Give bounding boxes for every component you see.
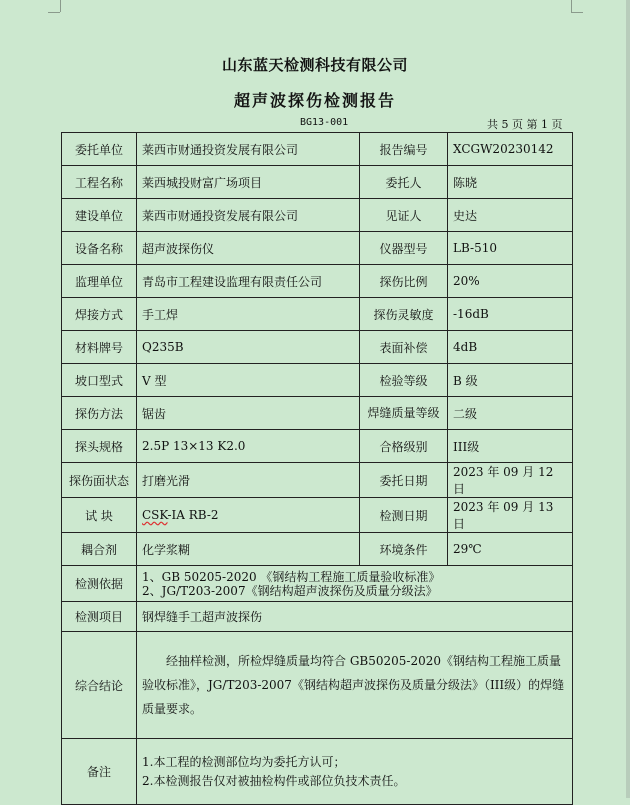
basis-value [137, 566, 573, 602]
field-value: 莱西市财通投资发展有限公司 [137, 133, 360, 166]
field-label: 工程名称 [62, 166, 137, 199]
table-row [62, 463, 573, 498]
table-row [62, 199, 573, 232]
field-value: 4dB [448, 331, 573, 364]
field-value: 二级 [448, 397, 573, 430]
report-table [61, 132, 573, 805]
field-value: 莱西市财通投资发展有限公司 [137, 199, 360, 232]
test-block-suffix: -ⅠA RB-2 [167, 508, 219, 522]
field-label: 探伤比例 [360, 265, 448, 298]
notes-label: 备注 [62, 739, 137, 805]
field-value: 史达 [448, 199, 573, 232]
field-label: 报告编号 [360, 133, 448, 166]
field-value [137, 498, 360, 533]
field-value: -16dB [448, 298, 573, 331]
field-value: XCGW20230142 [448, 133, 573, 166]
basis-line: 1、GB 50205-2020 《钢结构工程施工质量验收标准》 [142, 569, 441, 584]
field-label: 焊接方式 [62, 298, 137, 331]
field-value: 20% [448, 265, 573, 298]
table-row [62, 265, 573, 298]
field-value: 超声波探伤仪 [137, 232, 360, 265]
note-line: 1.本工程的检测部位均为委托方认可； [142, 754, 346, 769]
table-row [62, 533, 573, 566]
item-value: 钢焊缝手工超声波探伤 [137, 602, 573, 632]
table-row [62, 430, 573, 463]
crop-mark [571, 12, 583, 13]
conclusion-text: 经抽样检测，所检焊缝质量均符合 GB50205-2020《钢结构工程施工质量验收标准》，JG/T203-2007《钢结构超声波探伤及质量分级法》（III级）的焊缝质量要求。 [142, 654, 565, 716]
crop-mark [571, 0, 572, 12]
notes-value [137, 739, 573, 805]
crop-mark [48, 12, 60, 13]
table-row [62, 632, 573, 739]
field-label: 委托日期 [360, 463, 448, 498]
table-row [62, 397, 573, 430]
field-value: 化学浆糊 [137, 533, 360, 566]
field-label: 检验等级 [360, 364, 448, 397]
field-label: 焊缝质量等级 [360, 397, 448, 430]
field-value: Q235B [137, 331, 360, 364]
field-value: LB-510 [448, 232, 573, 265]
field-value: 打磨光滑 [137, 463, 360, 498]
field-label: 耦合剂 [62, 533, 137, 566]
field-label: 材料牌号 [62, 331, 137, 364]
field-label: 探头规格 [62, 430, 137, 463]
field-label: 表面补偿 [360, 331, 448, 364]
item-label: 检测项目 [62, 602, 137, 632]
field-value: 青岛市工程建设监理有限责任公司 [137, 265, 360, 298]
basis-label: 检测依据 [62, 566, 137, 602]
field-label: 委托人 [360, 166, 448, 199]
table-row [62, 331, 573, 364]
page-edge [626, 0, 630, 798]
table-row [62, 133, 573, 166]
field-label: 设备名称 [62, 232, 137, 265]
field-value: III级 [448, 430, 573, 463]
form-code: BG13-001 [300, 117, 349, 128]
table-row [62, 364, 573, 397]
field-label: 仪器型号 [360, 232, 448, 265]
test-block-code: CSK [142, 508, 168, 522]
field-value: 29℃ [448, 533, 573, 566]
field-label: 委托单位 [62, 133, 137, 166]
field-label: 见证人 [360, 199, 448, 232]
table-row [62, 498, 573, 533]
field-label: 检测日期 [360, 498, 448, 533]
basis-line: 2、JG/T203-2007《钢结构超声波探伤及质量分级法》 [142, 583, 438, 598]
field-value: 莱西城投财富广场项目 [137, 166, 360, 199]
field-label: 环境条件 [360, 533, 448, 566]
table-row [62, 166, 573, 199]
note-line: 2.本检测报告仅对被抽检构件或部位负技术责任。 [142, 773, 406, 788]
field-label: 试 块 [62, 498, 137, 533]
conclusion-value [137, 632, 573, 739]
table-row [62, 602, 573, 632]
page-info: 共 5 页 第 1 页 [487, 118, 563, 131]
field-value: 锯齿 [137, 397, 360, 430]
table-row [62, 298, 573, 331]
field-label: 探伤方法 [62, 397, 137, 430]
table-row [62, 566, 573, 602]
crop-mark [60, 0, 61, 12]
field-label: 探伤面状态 [62, 463, 137, 498]
field-value: B 级 [448, 364, 573, 397]
field-value: 手工焊 [137, 298, 360, 331]
field-value: V 型 [137, 364, 360, 397]
report-title: 超声波探伤检测报告 [233, 91, 396, 110]
field-label: 坡口型式 [62, 364, 137, 397]
conclusion-label: 综合结论 [62, 632, 137, 739]
field-value: 陈晓 [448, 166, 573, 199]
company-name: 山东蓝天检测科技有限公司 [221, 56, 408, 74]
field-value: 2.5P 13×13 K2.0 [137, 430, 360, 463]
field-label: 监理单位 [62, 265, 137, 298]
table-row [62, 232, 573, 265]
field-value: 2023 年 09 月 13 日 [448, 498, 573, 533]
field-value: 2023 年 09 月 12 日 [448, 463, 573, 498]
field-label: 探伤灵敏度 [360, 298, 448, 331]
field-label: 合格级别 [360, 430, 448, 463]
field-label: 建设单位 [62, 199, 137, 232]
table-row [62, 739, 573, 805]
